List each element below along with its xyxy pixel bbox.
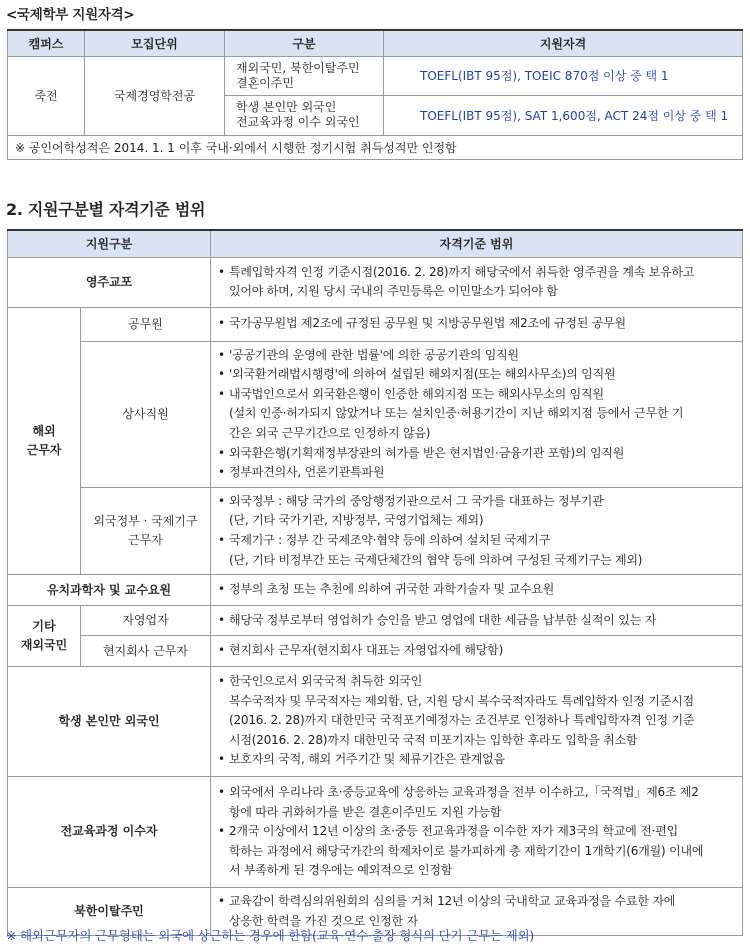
overseas-worker-footnote: ※ 해외근무자의 근무형태는 외국에 상근하는 경우에 한함(교육·연수·출장 형식의 단기 근무는 제외)	[6, 928, 535, 943]
label-line: 근무자	[128, 533, 163, 548]
bullet-item: • 정부의 초청 또는 추천에 의하여 귀국한 과학기술자 및 교수요원	[217, 580, 736, 600]
table-row	[8, 575, 743, 606]
permanent-resident-desc	[211, 257, 743, 307]
scientist-desc	[211, 575, 743, 606]
section2-title: 2. 지원구분별 자격기준 범위	[6, 200, 206, 219]
table-row	[8, 667, 743, 777]
bullet-item: • 외국환은행(기획재정부장관의 허가를 받은 현지법인·금융기관 포함)의 임직원	[217, 444, 736, 464]
table-row	[8, 307, 743, 341]
bullet-continuation: 서 부족하게 된 경우에는 예외적으로 인정함	[229, 863, 453, 878]
bullet-item: • 국가공무원법 제2조에 규정된 공무원 및 지방공무원법 제2조에 규정된 공무원	[217, 314, 736, 334]
bullet-item: • '공공기관의 운영에 관한 법률'에 의한 공공기관의 임직원	[217, 346, 736, 366]
language-score-note: ※ 공인어학성적은 2014. 1. 1 이후 국내·외에서 시행한 정기시험 취득성적만 인정함	[8, 135, 743, 159]
bullet-continuation: 상응한 학력을 가진 것으로 인정한 자	[229, 913, 418, 928]
header-requirement: 지원자격	[384, 30, 743, 56]
bullet-item: • 한국인으로서 외국국적 취득한 외국인	[217, 672, 736, 692]
bullet-item: • 보호자의 국적, 해외 거주기간 및 체류기간은 관계없음	[217, 750, 736, 770]
table-row	[8, 257, 743, 307]
label-line: 해외	[32, 423, 56, 438]
bullet-continuation: 항에 따라 귀화허가를 받은 결혼이주민도 지원 가능함	[229, 804, 502, 819]
table-header-row	[8, 30, 743, 56]
label-line: 재외국민	[20, 637, 68, 652]
bullet-item: • 내국법인으로서 외국환은행이 인증한 해외지점 또는 해외사무소의 임직원	[217, 385, 736, 405]
overseas-worker-label	[8, 307, 81, 575]
civil-servant-label: 공무원	[81, 307, 211, 341]
self-employed-label: 자영업자	[81, 605, 211, 636]
bullet-item: • 외국에서 우리나라 초·중등교육에 상응하는 교육과정을 전부 이수하고,「국적법」제6조 제2	[217, 783, 736, 803]
bullet-continuation: 학하는 과정에서 해당국가간의 학제차이로 불가피하게 총 재학기간이 1개학기(6개월) 이내에	[229, 843, 704, 858]
table-row	[8, 487, 743, 574]
category-line: 전교육과정 이수 외국인	[236, 115, 360, 129]
bullet-continuation: (2016. 2. 28)까지 대한민국 국적포기예정자는 조건부로 인정하나 특례입학자격 인정 기준	[229, 713, 695, 728]
qualification-table	[7, 29, 743, 160]
bullet-item: • '외국환거래법시행령'에 의하여 설립된 해외지점(또는 해외사무소)의 임직원	[217, 365, 736, 385]
category-cell	[225, 95, 384, 135]
campus-cell: 죽전	[8, 56, 85, 135]
header-type: 지원구분	[8, 230, 211, 257]
requirement-cell: TOEFL(IBT 95점), TOEIC 870점 이상 중 택 1	[384, 56, 743, 95]
header-unit: 모집단위	[85, 30, 225, 56]
bullet-item: • 2개국 이상에서 12년 이상의 초·중등 전교육과정을 이수한 자가 제3국의 학교에 전·편입	[217, 822, 736, 842]
category-line: 결혼이주민	[236, 75, 294, 90]
category-line: 학생 본인만 외국인	[236, 100, 337, 114]
bullet-item: • 특례입학자격 인정 기준시점(2016. 2. 28)까지 해당국에서 취득한 영주권을 계속 보유하고	[217, 263, 736, 283]
civil-servant-desc	[211, 307, 743, 341]
local-company-desc	[211, 636, 743, 667]
header-campus: 캠퍼스	[8, 30, 85, 56]
bullet-item: • 국제기구 : 정부 간 국제조약·협약 등에 의하여 설치된 국제기구	[217, 531, 736, 551]
foreign-gov-desc	[211, 487, 743, 574]
category-cell	[225, 56, 384, 95]
table-row	[8, 341, 743, 487]
criteria-table	[7, 229, 743, 936]
foreign-student-label: 학생 본인만 외국인	[8, 667, 211, 777]
self-employed-desc	[211, 605, 743, 636]
note-row	[8, 135, 743, 159]
bullet-item: • 해당국 정부로부터 영업허가 승인을 받고 영업에 대한 세금을 납부한 실적이 있는 자	[217, 611, 736, 631]
bullet-continuation: 복수국적자 및 무국적자는 제외함. 단, 지원 당시 복수국적자라도 특례입학자 인정 기준시점	[229, 693, 694, 708]
bullet-continuation: 있어야 하며, 지원 당시 국내의 주민등록은 이민말소가 되어야 함	[229, 284, 558, 299]
other-overseas-label	[8, 605, 81, 666]
requirement-cell: TOEFL(IBT 95점), SAT 1,600점, ACT 24점 이상 중 택 1	[384, 95, 743, 135]
local-company-label: 현지회사 근무자	[81, 636, 211, 667]
section1-title: <국제학부 지원자격>	[6, 7, 135, 23]
bullet-continuation: 시점(2016. 2. 28)까지 대한민국 국적 미포기자는 입학한 후라도 입학을 취소함	[229, 732, 638, 747]
bullet-continuation: (단, 기타 비정부간 또는 국제단체간의 협약 등에 의하여 구성된 국제기구는 제외)	[229, 552, 643, 567]
table-row	[8, 56, 743, 95]
permanent-resident-label: 영주교포	[8, 257, 211, 307]
bullet-item: • 현지회사 근무자(현지회사 대표는 자영업자에 해당함)	[217, 641, 736, 661]
bullet-item: • 교육감이 학력심의위원회의 심의를 거쳐 12년 이상의 국내학교 교육과정을 수료한 자에	[217, 892, 736, 912]
scientist-label: 유치과학자 및 교수요원	[8, 575, 211, 606]
label-line: 기타	[32, 618, 56, 633]
header-criteria: 자격기준 범위	[211, 230, 743, 257]
table-header-row	[8, 230, 743, 257]
bullet-continuation: (단, 기타 국가기관, 지방정부, 국영기업체는 제외)	[229, 513, 484, 528]
label-line: 근무자	[26, 442, 62, 457]
label-line: 외국정부 · 국제기구	[93, 514, 198, 529]
bullet-continuation: 간은 외국 근무기간으로 인정하지 않음)	[229, 426, 431, 441]
full-course-desc	[211, 776, 743, 887]
bullet-item: • 외국정부 : 해당 국가의 중앙행정기관으로서 그 국가를 대표하는 정부기관	[217, 492, 736, 512]
defector-label: 북한이탈주민	[8, 887, 211, 935]
table-row	[8, 776, 743, 887]
table-row	[8, 636, 743, 667]
table-row	[8, 605, 743, 636]
foreign-student-desc	[211, 667, 743, 777]
bullet-item: • 정부파견의사, 언론기관특파원	[217, 463, 736, 483]
bullet-continuation: (설치 인증·허가되지 않았거나 또는 설치인증·허용기간이 지난 해외지점 등에서 근무한 기	[229, 406, 684, 421]
header-category: 구분	[225, 30, 384, 56]
foreign-gov-label	[81, 487, 211, 574]
business-employee-label: 상사직원	[81, 341, 211, 487]
category-line: 재외국민, 북한이탈주민	[236, 60, 360, 75]
unit-cell: 국제경영학전공	[85, 56, 225, 135]
full-course-label: 전교육과정 이수자	[8, 776, 211, 887]
business-employee-desc	[211, 341, 743, 487]
